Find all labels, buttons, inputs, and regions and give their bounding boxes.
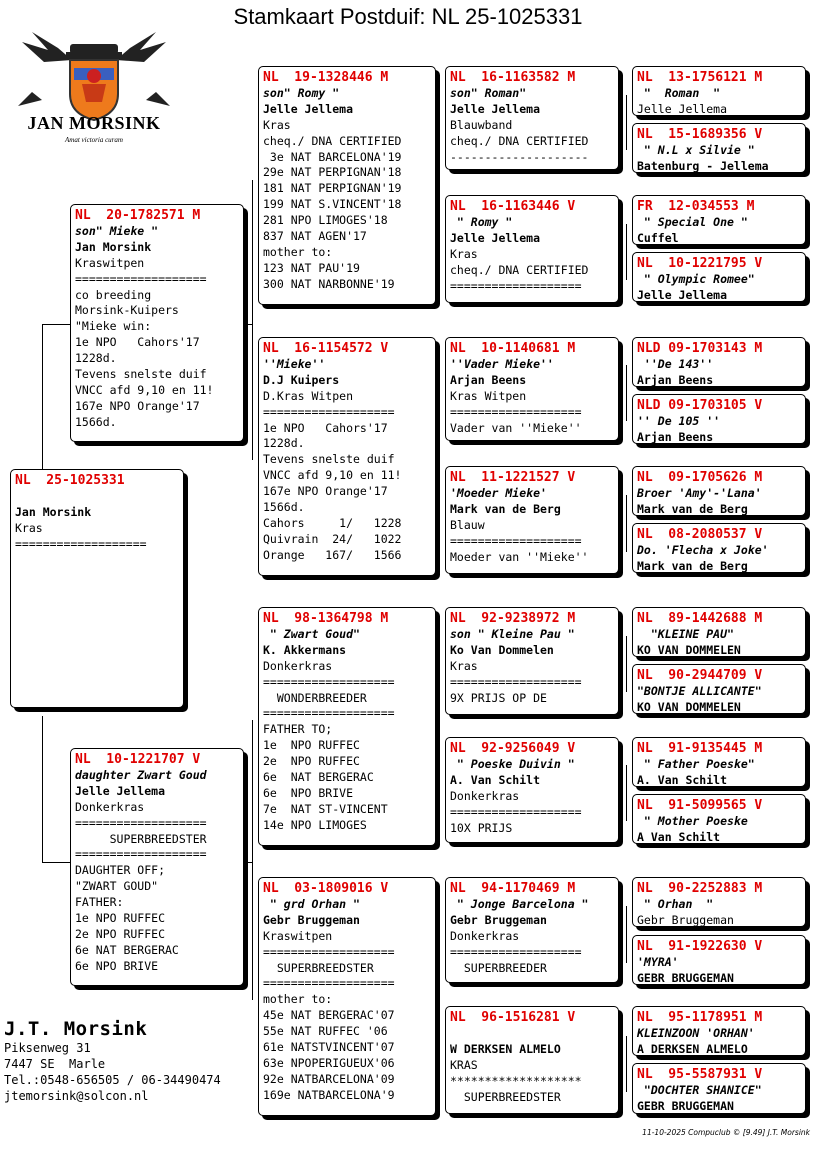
pedigree-line: 6e NPO BRIVE [75, 958, 159, 973]
contact-name: J.T. Morsink [4, 1018, 148, 1040]
pedigree-line: D.Kras Witpen [263, 388, 354, 403]
ring-number: NL 90-2944709 V [637, 668, 763, 683]
footer-credit: 11-10-2025 Compuclub © [9.49] J.T. Morsink [642, 1128, 810, 1137]
pedigree-line: Donkerkras [450, 928, 520, 943]
pigeon-card-sire-dam-dam[interactable] [445, 466, 619, 574]
ring-number: NL 91-5099565 V [637, 798, 763, 813]
pedigree-line: SUPERBREEDSTER [263, 960, 374, 975]
pedigree-line: SUPERBREEDSTER [75, 831, 207, 846]
pedigree-line: 199 NAT S.VINCENT'18 [263, 197, 402, 212]
contact-block [4, 1018, 221, 1104]
pedigree-line: =================== [263, 976, 395, 991]
pedigree-line: 1e NPO RUFFEC [263, 738, 360, 753]
pigeon-nickname: " Father Poeske" [637, 756, 755, 771]
ring-number: NLD 09-1703143 M [637, 341, 763, 356]
pedigree-line: cheq./ DNA CERTIFIED [263, 133, 402, 148]
pigeon-nickname: KLEINZOON 'ORHAN' [637, 1025, 755, 1040]
pedigree-line: SUPERBREEDSTER [450, 1089, 561, 1104]
pigeon-nickname: ''De 143'' [637, 356, 714, 371]
page-title: Stamkaart Postduif: NL 25-1025331 [233, 4, 583, 29]
ring-number: NL 91-9135445 M [637, 741, 763, 756]
pedigree-line: =================== [15, 536, 147, 551]
pedigree-line: FATHER TO; [263, 722, 333, 737]
ring-number: NL 19-1328446 M [263, 70, 389, 85]
ring-number: NL 89-1442688 M [637, 611, 763, 626]
pigeon-card-gen4-8[interactable] [632, 523, 806, 573]
pedigree-line: 3e NAT BARCELONA'19 [263, 149, 402, 164]
breeder-name: A DERKSEN ALMELO [637, 1041, 748, 1056]
pigeon-card-sire[interactable] [70, 204, 244, 442]
pedigree-line: 1566d. [263, 500, 305, 515]
pigeon-nickname: "BONTJE ALLICANTE" [637, 683, 762, 698]
pigeon-card-gen4-6[interactable] [632, 394, 806, 444]
pedigree-line: SUPERBREEDER [450, 960, 547, 975]
contact-phone[interactable]: Tel.:0548-656505 / 06-34490474 [4, 1073, 221, 1087]
pigeon-card-gen4-3[interactable] [632, 195, 806, 245]
breeder-name: Arjan Beens [450, 372, 527, 387]
pedigree-line: 92e NATBARCELONA'09 [263, 1071, 395, 1086]
pedigree-line: =================== [450, 944, 582, 959]
connector [626, 1036, 627, 1092]
ring-number: FR 12-034553 M [637, 199, 755, 214]
connector [626, 906, 627, 963]
pedigree-line: Blauwband [450, 117, 513, 132]
breeder-name: Gebr Bruggeman [263, 912, 360, 927]
breeder-name: A. Van Schilt [637, 772, 728, 787]
pedigree-line: Tevens snelste duif [263, 452, 395, 467]
ring-number: NLD 09-1703105 V [637, 398, 763, 413]
pedigree-line: =================== [75, 847, 207, 862]
pigeon-nickname: " Zwart Goud" [263, 626, 360, 641]
pigeon-card-gen4-14[interactable] [632, 935, 806, 985]
contact-address: Piksenweg 31 [4, 1041, 91, 1055]
pedigree-line [15, 489, 179, 505]
ring-number: NL 95-5587931 V [637, 1067, 763, 1082]
pedigree-line: 10X PRIJS [450, 820, 513, 835]
pigeon-card-sire-sire[interactable] [258, 66, 436, 305]
pigeon-card-gen4-7[interactable] [632, 466, 806, 516]
pedigree-line: =================== [450, 278, 582, 293]
breeder-name: Arjan Beens [637, 429, 714, 444]
pedigree-line: WONDERBREEDER [263, 690, 367, 705]
ring-number: NL 11-1221527 V [450, 470, 576, 485]
pedigree-line: 1228d. [75, 351, 117, 366]
pedigree-line: =================== [263, 944, 395, 959]
pigeon-nickname: son" Romy " [263, 85, 340, 100]
connector [439, 120, 440, 250]
pigeon-nickname: " Roman " [637, 85, 721, 100]
pedigree-line: 29e NAT PERPIGNAN'18 [263, 165, 402, 180]
pigeon-card-gen4-11[interactable] [632, 737, 806, 787]
pedigree-line: 6e NAT BERGERAC [75, 942, 179, 957]
pigeon-nickname: " Olympic Romee" [637, 271, 755, 286]
ring-number: NL 03-1809016 V [263, 881, 389, 896]
breeder-name: Mark van de Berg [637, 558, 748, 573]
pedigree-line: =================== [450, 404, 582, 419]
ring-number: NL 10-1221795 V [637, 256, 763, 271]
breeder-name: Jelle Jellema [450, 230, 541, 245]
pedigree-line: 9X PRIJS OP DE [450, 690, 547, 705]
ring-number: NL 98-1364798 M [263, 611, 389, 626]
pedigree-line: 167e NPO Orange'17 [263, 484, 388, 499]
pedigree-line: co breeding [75, 287, 152, 302]
pigeon-card-dam-dam-dam[interactable] [445, 1006, 619, 1114]
pedigree-line: 123 NAT PAU'19 [263, 260, 360, 275]
pigeon-nickname: "KLEINE PAU" [637, 626, 734, 641]
pigeon-nickname: 'Moeder Mieke' [450, 485, 547, 500]
pigeon-nickname: " Jonge Barcelona " [450, 896, 589, 911]
breeder-name: Ko Van Dommelen [450, 642, 554, 657]
pigeon-card-dam-dam-sire[interactable] [445, 877, 619, 983]
pigeon-card-gen4-4[interactable] [632, 252, 806, 302]
pedigree-line: 1e NPO RUFFEC [75, 911, 166, 926]
pedigree-line: Gebr Bruggeman [637, 912, 734, 927]
ring-number: NL 16-1163446 V [450, 199, 576, 214]
pedigree-line: 169e NATBARCELONA'9 [263, 1087, 395, 1102]
pedigree-line: cheq./ DNA CERTIFIED [450, 262, 589, 277]
breeder-name: Cuffel [637, 230, 679, 245]
pigeon-nickname: son" Mieke " [75, 223, 159, 238]
pigeon-card-gen4-15[interactable] [632, 1006, 806, 1056]
connector [246, 862, 253, 863]
pedigree-line: FATHER: [75, 895, 124, 910]
breeder-name: KO VAN DOMMELEN [637, 642, 741, 657]
pedigree-line: =================== [263, 706, 395, 721]
breeder-name: GEBR BRUGGEMAN [637, 970, 734, 985]
pigeon-nickname: 'MYRA' [637, 954, 679, 969]
pedigree-line: DAUGHTER OFF; [75, 863, 166, 878]
pedigree-line: Kraswitpen [263, 928, 333, 943]
connector [626, 636, 627, 692]
pedigree-line: Donkerkras [75, 799, 145, 814]
pigeon-nickname: " Mother Poeske [637, 813, 748, 828]
ring-number: NL 90-2252883 M [637, 881, 763, 896]
pedigree-line: =================== [450, 674, 582, 689]
breeder-name: Gebr Bruggeman [450, 912, 547, 927]
pigeon-card-gen4-16[interactable] [632, 1063, 806, 1114]
pedigree-line: =================== [75, 815, 207, 830]
pedigree-line: VNCC afd 9,10 en 11! [75, 382, 214, 397]
breeder-name: Jan Morsink [15, 504, 92, 519]
connector [252, 180, 253, 460]
pedigree-line: 63e NPOPERIGUEUX'06 [263, 1055, 395, 1070]
breeder-name: Arjan Beens [637, 372, 714, 387]
pigeon-card-gen4-2[interactable] [632, 123, 806, 173]
connector [439, 660, 440, 788]
connector [246, 324, 253, 325]
pedigree-line: Kras [450, 246, 478, 261]
connector [42, 716, 43, 862]
pedigree-line: 1e NPO Cahors'17 [75, 335, 200, 350]
pedigree-line: Donkerkras [263, 658, 333, 673]
pigeon-card-gen4-5[interactable] [632, 337, 806, 387]
pedigree-line: "Mieke win: [75, 319, 152, 334]
pigeon-card-gen4-10[interactable] [632, 664, 806, 714]
breeder-name: Batenburg - Jellema [637, 158, 769, 173]
pedigree-line: 167e NPO Orange'17 [75, 398, 200, 413]
breeder-name: W DERKSEN ALMELO [450, 1041, 561, 1056]
connector [42, 862, 70, 863]
connector [439, 390, 440, 520]
pedigree-line: 181 NAT PERPIGNAN'19 [263, 181, 402, 196]
pedigree-line: ******************* [450, 1073, 582, 1088]
breeder-name: Jelle Jellema [637, 287, 728, 302]
breeder-name: Jan Morsink [75, 239, 152, 254]
pigeon-card-dam-sire-sire[interactable] [445, 607, 619, 715]
pedigree-line: 45e NAT BERGERAC'07 [263, 1008, 395, 1023]
breeder-name: Jelle Jellema [75, 783, 166, 798]
breeder-name: A. Van Schilt [450, 772, 541, 787]
ring-number: NL 20-1782571 M [75, 208, 201, 223]
connector [626, 365, 627, 421]
pedigree-line: 2e NPO RUFFEC [75, 926, 166, 941]
pigeon-nickname: Do. 'Flecha x Joke' [637, 542, 769, 557]
connector [626, 495, 627, 552]
ring-number: NL 92-9256049 V [450, 741, 576, 756]
ring-number: NL 10-1221707 V [75, 752, 201, 767]
breeder-name: K. Akkermans [263, 642, 347, 657]
pedigree-line: =================== [75, 271, 207, 286]
breeder-name: GEBR BRUGGEMAN [637, 1098, 734, 1113]
pigeon-nickname: "DOCHTER SHANICE" [637, 1082, 762, 1097]
pedigree-line: 1228d. [263, 436, 305, 451]
connector [626, 765, 627, 821]
pedigree-line: mother to: [263, 992, 333, 1007]
pigeon-card-sire-dam-sire[interactable] [445, 337, 619, 441]
pedigree-line: =================== [450, 804, 582, 819]
breeder-name: KO VAN DOMMELEN [637, 699, 741, 714]
pedigree-line: 7e NAT ST-VINCENT [263, 801, 388, 816]
connector [439, 930, 440, 1060]
breeder-name: Jelle Jellema [450, 101, 541, 116]
pigeon-nickname: " Special One " [637, 214, 748, 229]
ring-number: NL 15-1689356 V [637, 127, 763, 142]
pedigree-line: 61e NATSTVINCENT'07 [263, 1040, 395, 1055]
pedigree-line: Kras Witpen [450, 388, 527, 403]
ring-number: NL 94-1170469 M [450, 881, 576, 896]
pedigree-line: mother to: [263, 244, 333, 259]
ring-number: NL 16-1163582 M [450, 70, 576, 85]
pedigree-line: Kras [15, 520, 43, 535]
pedigree-line: Kras [450, 658, 478, 673]
pigeon-nickname: ''Mieke'' [263, 356, 326, 371]
pedigree-line: Cahors 1/ 1228 [263, 515, 402, 530]
pedigree-line: 2e NPO RUFFEC [263, 754, 360, 769]
pigeon-card-dam-dam[interactable] [258, 877, 436, 1116]
pedigree-line: 300 NAT NARBONNE'19 [263, 276, 395, 291]
connector [42, 324, 43, 470]
pigeon-nickname: '' De 105 '' [637, 413, 721, 428]
connector [252, 720, 253, 1000]
pigeon-card-gen4-1[interactable] [632, 66, 806, 116]
ring-number: NL 16-1154572 V [263, 341, 389, 356]
pigeon-card-sire-sire-dam[interactable] [445, 195, 619, 303]
pedigree-line: Moeder van ''Mieke'' [450, 549, 589, 564]
pigeon-nickname: " Orhan " [637, 896, 714, 911]
pigeon-nickname: daughter Zwart Goud [75, 767, 207, 782]
connector [626, 95, 627, 150]
pedigree-line: 14e NPO LIMOGES [263, 817, 367, 832]
pigeon-nickname: ''Vader Mieke'' [450, 356, 554, 371]
pedigree-line: 1566d. [75, 414, 117, 429]
pedigree-line: cheq./ DNA CERTIFIED [450, 133, 589, 148]
ring-number: NL 92-9238972 M [450, 611, 576, 626]
pedigree-line: Orange 167/ 1566 [263, 547, 402, 562]
breeder-name: D.J Kuipers [263, 372, 340, 387]
ring-number: NL 13-1756121 M [637, 70, 763, 85]
ring-number: NL 09-1705626 M [637, 470, 763, 485]
pedigree-line: Kras [263, 117, 291, 132]
pedigree-line: Vader van ''Mieke'' [450, 420, 582, 435]
ring-number: NL 10-1140681 M [450, 341, 576, 356]
pedigree-line: VNCC afd 9,10 en 11! [263, 468, 402, 483]
pedigree-line: Jelle Jellema [637, 101, 728, 116]
pedigree-line: Quivrain 24/ 1022 [263, 531, 402, 546]
pigeon-nickname: " grd Orhan " [263, 896, 360, 911]
pedigree-line: =================== [263, 404, 395, 419]
brand-tagline: Amat victoria curam [65, 136, 123, 144]
pigeon-card-subject[interactable] [10, 469, 184, 708]
ring-number: NL 25-1025331 [15, 473, 125, 488]
pedigree-line: Morsink-Kuipers [75, 303, 179, 318]
pigeon-card-gen4-9[interactable] [632, 607, 806, 657]
ring-number: NL 08-2080537 V [637, 527, 763, 542]
pigeon-nickname: son " Kleine Pau " [450, 626, 575, 641]
pedigree-line [450, 1026, 614, 1042]
breeder-name: Jelle Jellema [263, 101, 354, 116]
pedigree-line: 1e NPO Cahors'17 [263, 420, 388, 435]
pigeon-card-sire-sire-sire[interactable] [445, 66, 619, 170]
pedigree-line: KRAS [450, 1057, 478, 1072]
pedigree-line: 281 NPO LIMOGES'18 [263, 213, 388, 228]
pedigree-line: 55e NAT RUFFEC '06 [263, 1024, 388, 1039]
pigeon-card-dam-sire[interactable] [258, 607, 436, 846]
pigeon-nickname: " Romy " [450, 214, 513, 229]
pedigree-line: 6e NAT BERGERAC [263, 770, 374, 785]
pigeon-card-gen4-12[interactable] [632, 794, 806, 844]
contact-postcode: 7447 SE Marle [4, 1057, 106, 1071]
breeder-name: Mark van de Berg [637, 501, 748, 516]
ring-number: NL 91-1922630 V [637, 939, 763, 954]
contact-email[interactable]: jtemorsink@solcon.nl [4, 1089, 149, 1103]
pigeon-nickname: " Poeske Duivin " [450, 756, 575, 771]
pedigree-line: Kraswitpen [75, 255, 145, 270]
pedigree-line: =================== [450, 533, 582, 548]
pigeon-card-sire-dam[interactable] [258, 337, 436, 576]
pedigree-line: 837 NAT AGEN'17 [263, 229, 367, 244]
pigeon-nickname: son" Roman" [450, 85, 527, 100]
breeder-name: A Van Schilt [637, 829, 721, 844]
pigeon-nickname: Broer 'Amy'-'Lana' [637, 485, 762, 500]
pedigree-line: Blauw [450, 517, 485, 532]
pedigree-line: Tevens snelste duif [75, 367, 207, 382]
pedigree-line: Donkerkras [450, 788, 520, 803]
pigeon-card-gen4-13[interactable] [632, 877, 806, 927]
pedigree-line: "ZWART GOUD" [75, 879, 159, 894]
pigeon-card-dam-sire-dam[interactable] [445, 737, 619, 843]
pedigree-line: -------------------- [450, 149, 589, 164]
pigeon-card-dam[interactable] [70, 748, 244, 986]
connector [42, 324, 70, 325]
ring-number: NL 96-1516281 V [450, 1010, 576, 1025]
pedigree-line: 6e NPO BRIVE [263, 785, 354, 800]
ring-number: NL 95-1178951 M [637, 1010, 763, 1025]
connector [626, 224, 627, 280]
pedigree-line: =================== [263, 674, 395, 689]
brand-name: JAN MORSINK [27, 113, 161, 133]
pigeon-nickname: " N.L x Silvie " [637, 142, 755, 157]
breeder-name: Mark van de Berg [450, 501, 561, 516]
